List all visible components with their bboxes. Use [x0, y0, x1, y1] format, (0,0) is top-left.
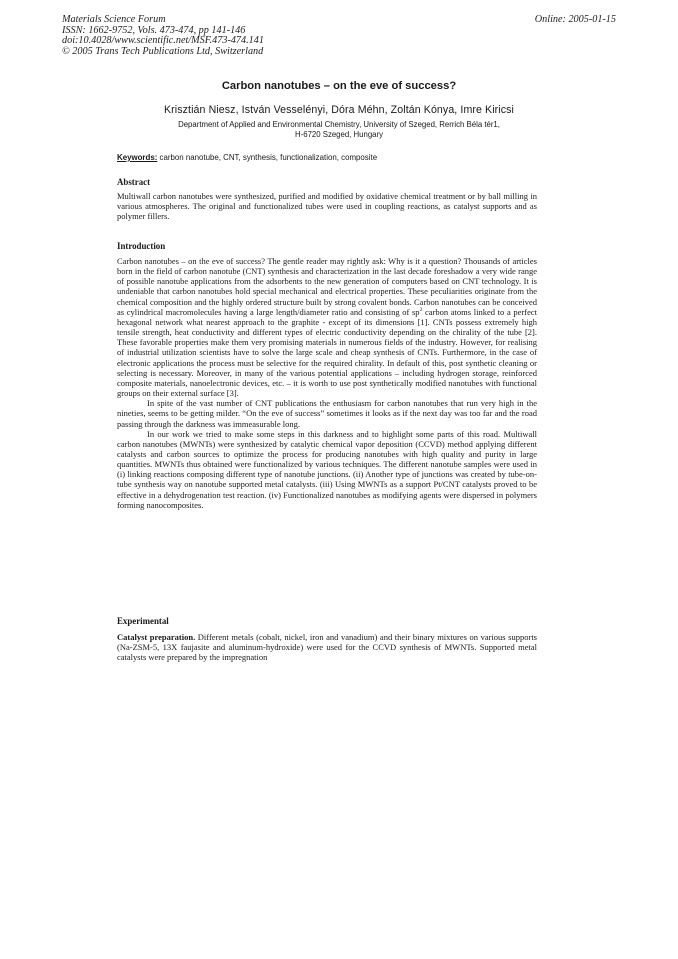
paper-title: Carbon nanotubes – on the eve of success?	[221, 80, 457, 92]
keywords	[117, 153, 377, 162]
intro-paragraph-2: In spite of the vast number of CNT publications the enthusiasm for carbon nanotubes that run very high in the nineties, seems to be getting milder. “On the eve of success” sometimes it looks as if the next day was too far and the road passing through the darkness was immeasurable long.	[117, 398, 537, 429]
issn-line: ISSN: 1662-9752, Vols. 473-474, pp 141-146	[62, 24, 246, 36]
affiliation-line-1: Department of Applied and Environmental Chemistry, University of Szeged, Rerrich Béla tér1,	[178, 120, 500, 129]
introduction-heading: Introduction	[117, 241, 166, 251]
doi-line[interactable]: doi:10.4028/www.scientific.net/MSF.473-474.141	[62, 35, 264, 47]
keywords-text: carbon nanotube, CNT, synthesis, functionalization, composite	[157, 153, 378, 162]
keywords-label: Keywords:	[117, 153, 158, 162]
intro-p1-part-a: Carbon nanotubes – on the eve of success? The gentle reader may rightly ask: Why is it a question? Thousands of articles born in the field of carbon nanotube (CNT) synthesis and characterization in the last decade foreshadow a very wide range of possible nanotube applications from the adsorbents to the new generation of computers based on CNT technology. It is undeniable that carbon nanotubes hold special mechanical and electrical properties. These peculiarities originate from the chemical composition and the highly ordered structure built by strong covalent bonds. Carbon nanotubes can be conceived as cylindrical macromolecules having a large length/diameter ratio and consisting of sp	[117, 256, 537, 317]
catalyst-preparation-runhead: Catalyst preparation.	[117, 632, 196, 642]
journal-name: Materials Science Forum	[62, 14, 166, 25]
intro-paragraph-3: In our work we tried to make some steps in this darkness and to highlight some parts of this road. Multiwall carbon nanotubes (MWNTs) were synthesized by catalytic chemical vapor deposition (CCVD) method applying different catalysts and carbon sources to optimize the process for producing nanotubes with high quality and purity in large quantities. MWNTs thus obtained were functionalized by various techniques. The different nanotube samples were used in (i) linking reactions composing different type of nanotube junctions. (ii) Another type of junctions was created by tube-on-tube synthesis way on nanotube supported metal catalysts. (iii) Using MWNTs as a support Pt/CNT catalysts proved to be effective in a dehydrogenation test reaction. (iv) Functionalized nanotubes as modifying agents were dispersed in polymers forming nanocomposites.	[117, 428, 537, 510]
affiliation	[0, 120, 678, 141]
intro-paragraph-1	[117, 256, 537, 398]
abstract-text: Multiwall carbon nanotubes were synthesized, purified and modified by oxidative chemical treatment or by ball milling in various atmospheres. The original and functionalized tubes were used in coupling reactions, as catalyst supports and as polymer fillers.	[117, 191, 537, 222]
experimental-body	[117, 632, 537, 662]
abstract-body	[117, 191, 537, 221]
introduction-body	[117, 256, 537, 510]
experimental-paragraph	[117, 632, 537, 662]
journal-header	[62, 15, 264, 58]
intro-p1-superscript: 2	[419, 306, 423, 313]
abstract-heading: Abstract	[117, 177, 151, 187]
experimental-text: Different metals (cobalt, nickel, iron and vanadium) and their binary mixtures on various supports (Na-ZSM-5, 13X faujasite and aluminum-hydroxide) were used for the CCVD synthesis of MWNTs. Supported metal catalysts were prepared by the impregnation	[117, 632, 537, 663]
copyright-line: © 2005 Trans Tech Publications Ltd, Switzerland	[62, 46, 264, 58]
affiliation-line-2: H-6720 Szeged, Hungary	[295, 130, 383, 140]
online-date: Online: 2005-01-15	[534, 14, 616, 25]
intro-p1-part-b: carbon atoms linked to a perfect hexagonal network what nearest approach to the graphite - except of its dimensions [1]. CNTs possess extremely high tensile strength, heat conductivity and different types of electric conductivity depending on the chirality of the tube [2]. These favorable properties make them very promising materials in numerous fields of the industry. However, for realising of industrial utilization scientists have to solve the large scale and cheap synthesis of CNTs. Furthermore, in the case of electronic applications the process must be selective for the required chirality. In default of this, post synthetic cleaning or selecting is necessary. Moreover, in many of the various potential applications – including hydrogen storage, reinforced composite materials, nanoelectronic devices, etc. – it is worth to use post synthetically modified nanotubes with functional groups on their external surface [3].	[117, 306, 537, 399]
experimental-heading: Experimental	[117, 616, 169, 626]
author-list: Krisztián Niesz, István Vesselényi, Dóra Méhn, Zoltán Kónya, Imre Kiricsi	[164, 104, 514, 116]
